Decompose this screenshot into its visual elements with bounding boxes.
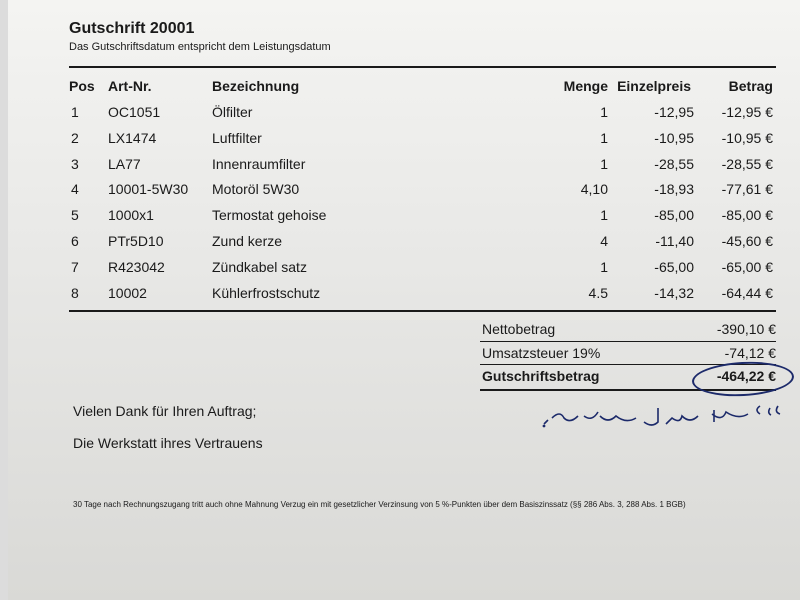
cell-amount: -10,95 €	[721, 129, 773, 146]
cell-desc: Termostat gehoise	[212, 207, 327, 224]
header-amount: Betrag	[728, 78, 773, 94]
header-unit-price: Einzelpreis	[617, 78, 691, 94]
cell-qty: 1	[600, 129, 608, 146]
total-label: Gutschriftsbetrag	[482, 368, 600, 384]
tax-value: -74,12 €	[724, 345, 776, 361]
table-top-rule	[69, 66, 776, 68]
cell-unit: -65,00	[654, 258, 694, 275]
cell-desc: Ölfilter	[212, 104, 253, 120]
cell-qty: 1	[600, 258, 608, 275]
cell-art: 10001-5W30	[108, 181, 189, 198]
payment-terms-fine-print: 30 Tage nach Rechnungszugang tritt auch ohne Mahnung Verzug ein mit gesetzlicher Verzinsung von 5 %-Punkten über dem Basiszinssatz (§§ 286 Abs. 3, 288 Abs. 1 BGB)	[73, 500, 686, 509]
cell-desc: Zund kerze	[212, 233, 283, 249]
cell-unit: -10,95	[654, 129, 694, 146]
cell-pos: 2	[71, 129, 79, 146]
cell-amount: -77,61 €	[721, 181, 773, 198]
cell-amount: -45,60 €	[721, 233, 773, 249]
cell-desc: Luftfilter	[212, 129, 262, 146]
cell-amount: -65,00 €	[721, 258, 773, 275]
cell-pos: 7	[71, 258, 79, 275]
cell-desc: Zündkabel satz	[212, 258, 307, 275]
cell-pos: 8	[71, 284, 79, 301]
cell-qty: 4.5	[588, 284, 608, 301]
cell-amount: -85,00 €	[721, 207, 773, 224]
cell-unit: -14,32	[654, 284, 694, 301]
cell-amount: -28,55 €	[721, 155, 773, 172]
net-value: -390,10 €	[716, 321, 776, 337]
cell-unit: -11,40	[655, 233, 694, 249]
cell-unit: -12,95	[654, 104, 694, 120]
cell-desc: Motoröl 5W30	[212, 181, 300, 198]
header-quantity: Menge	[563, 78, 608, 94]
cell-amount: -12,95 €	[721, 104, 773, 120]
cell-pos: 5	[71, 207, 79, 224]
cell-unit: -28,55	[654, 155, 694, 172]
cell-pos: 3	[71, 155, 79, 172]
cell-qty: 4,10	[580, 181, 608, 198]
cell-pos: 6	[71, 233, 79, 249]
total-value: -464,22 €	[716, 368, 776, 384]
header-art-nr: Art-Nr.	[108, 78, 152, 94]
handwritten-circle-mark	[691, 359, 795, 398]
table-bottom-rule	[69, 310, 776, 312]
cell-art: R423042	[108, 258, 165, 275]
header-pos: Pos	[69, 78, 95, 94]
document-title: Gutschrift 20001	[69, 20, 195, 37]
cell-qty: 1	[600, 104, 608, 120]
credit-note-paper	[8, 0, 800, 600]
thanks-text: Vielen Dank für Ihren Auftrag;	[73, 403, 257, 419]
cell-desc: Innenraumfilter	[212, 155, 306, 172]
handwritten-payment-note	[528, 396, 788, 436]
cell-pos: 1	[71, 104, 79, 120]
cell-qty: 1	[600, 207, 608, 224]
cell-unit: -18,93	[654, 181, 694, 198]
cell-qty: 4	[600, 233, 608, 249]
net-label: Nettobetrag	[482, 321, 556, 337]
cell-art: LX1474	[108, 129, 157, 146]
cell-amount: -64,44 €	[721, 284, 773, 301]
cell-art: 10002	[108, 284, 147, 301]
cell-art: PTr5D10	[108, 233, 164, 249]
cell-art: LA77	[108, 155, 141, 172]
summary-divider-1	[480, 341, 776, 342]
header-description: Bezeichnung	[212, 78, 300, 94]
cell-art: OC1051	[108, 104, 161, 120]
cell-art: 1000x1	[108, 207, 154, 224]
cell-unit: -85,00	[654, 207, 694, 224]
signoff-text: Die Werkstatt ihres Vertrauens	[73, 435, 263, 451]
cell-pos: 4	[71, 181, 79, 198]
tax-label: Umsatzsteuer 19%	[482, 345, 601, 361]
cell-qty: 1	[600, 155, 608, 172]
cell-desc: Kühlerfrostschutz	[212, 284, 321, 301]
document-subtitle: Das Gutschriftsdatum entspricht dem Leistungsdatum	[69, 41, 331, 53]
